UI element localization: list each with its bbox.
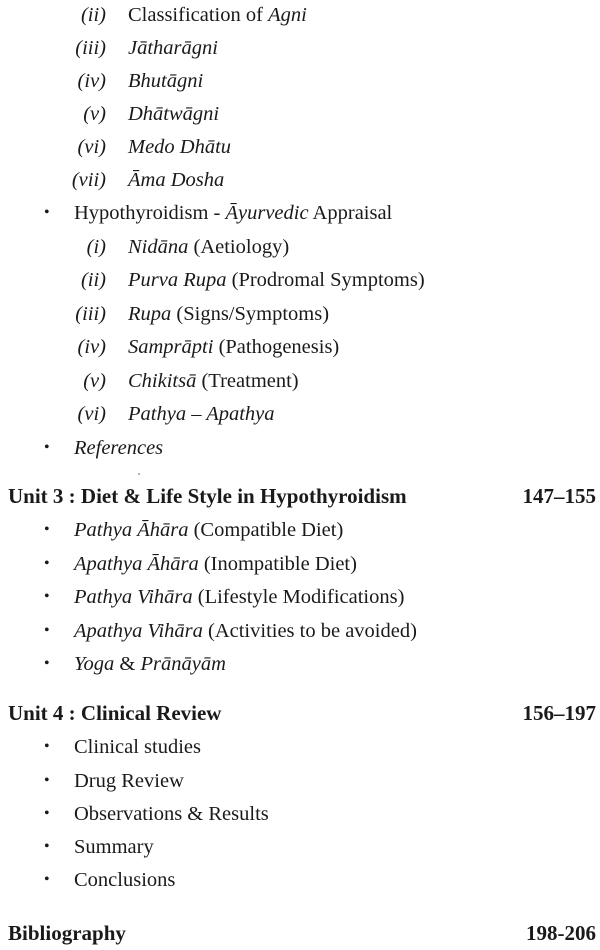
- text-run-italic: Samprāpti: [128, 336, 214, 358]
- subitem-numeral: (iii): [75, 303, 106, 325]
- text-run-italic: Prānāyām: [140, 653, 226, 675]
- bullet-text: [74, 732, 201, 762]
- bullet-icon: •: [44, 838, 50, 855]
- subitem-text: [128, 132, 231, 162]
- unit-3-heading: [8, 480, 596, 512]
- text-run: (Activities to be avoided): [202, 620, 417, 642]
- text-run-italic: Yoga: [74, 653, 115, 675]
- bullet-icon: •: [44, 439, 50, 456]
- bullet-text: [74, 549, 357, 579]
- text-run-italic: Dhātwāgni: [128, 103, 220, 125]
- text-run-italic: Pathya Āhāra: [74, 519, 189, 541]
- bullet-text: [74, 799, 269, 829]
- bullet-text: [74, 582, 404, 612]
- unit-4-heading: [8, 697, 596, 729]
- text-run: (Prodromal Symptoms): [226, 269, 425, 291]
- text-run: Summary: [74, 836, 154, 858]
- bullet-text: [74, 832, 154, 862]
- subitem-text: [128, 66, 203, 96]
- subitem-numeral: (v): [83, 103, 106, 125]
- subitem-text: [128, 165, 224, 195]
- subitem-numeral: (iv): [77, 70, 106, 92]
- subitem-numeral: (iv): [77, 336, 106, 358]
- subitem-text: [128, 299, 329, 329]
- bibliography-title: Bibliography: [8, 921, 126, 945]
- text-run-italic: References: [74, 437, 164, 459]
- text-run-italic: Apathya Āhāra: [74, 553, 199, 575]
- text-run: (Pathogenesis): [213, 336, 340, 358]
- text-run-italic: Purva Rupa: [128, 269, 227, 291]
- bullet-icon: •: [44, 555, 50, 572]
- bullet-text: [74, 198, 392, 228]
- bullet-icon: •: [44, 655, 50, 672]
- text-run-italic: Pathya Vihāra: [74, 586, 193, 608]
- bullet-text: [74, 433, 163, 463]
- unit-title: Unit 4 : Clinical Review: [8, 701, 222, 725]
- print-speck: [138, 473, 140, 475]
- subitem-text: [128, 366, 299, 396]
- bullet-icon: •: [44, 772, 50, 789]
- text-run-italic: Bhutāgni: [128, 70, 204, 92]
- text-run-italic: Āma Dosha: [128, 169, 225, 191]
- subitem-text: [128, 265, 425, 295]
- text-run-italic: Nidāna: [128, 236, 189, 258]
- text-run: (Lifestyle Modifications): [192, 586, 405, 608]
- bullet-text: [74, 865, 175, 895]
- text-run-italic: Agni: [268, 4, 307, 26]
- bibliography-page-range: 198-206: [526, 921, 596, 945]
- bullet-icon: •: [44, 738, 50, 755]
- bullet-icon: •: [44, 622, 50, 639]
- subitem-text: [128, 99, 219, 129]
- text-run: (Treatment): [196, 370, 299, 392]
- subitem-text: [128, 332, 339, 362]
- subitem-numeral: (ii): [80, 4, 106, 26]
- text-run: Hypothyroidism -: [74, 202, 226, 224]
- bullet-icon: •: [44, 521, 50, 538]
- bullet-text: [74, 649, 226, 679]
- text-run: Appraisal: [308, 202, 393, 224]
- subitem-numeral: (ii): [80, 269, 106, 291]
- subitem-numeral: (iii): [75, 37, 106, 59]
- subitem-numeral: (i): [86, 236, 106, 258]
- bullet-text: [74, 766, 184, 796]
- subitem-text: [128, 0, 307, 30]
- bullet-icon: •: [44, 204, 50, 221]
- bibliography-heading: [8, 917, 596, 949]
- subitem-numeral: (vii): [71, 169, 106, 191]
- bullet-icon: •: [44, 871, 50, 888]
- subitem-text: [128, 33, 218, 63]
- subitem-numeral: (vi): [77, 136, 106, 158]
- text-run: Clinical studies: [74, 736, 201, 758]
- bullet-text: [74, 616, 417, 646]
- text-run-italic: Chikitsā: [128, 370, 197, 392]
- text-run: &: [114, 653, 141, 675]
- unit-page-range: 147–155: [522, 484, 596, 508]
- text-run-italic: Medo Dhātu: [128, 136, 232, 158]
- bullet-icon: •: [44, 588, 50, 605]
- text-run-italic: Āyurvedic: [225, 202, 309, 224]
- unit-page-range: 156–197: [522, 701, 596, 725]
- subitem-text: [128, 399, 275, 429]
- subitem-numeral: (v): [83, 370, 106, 392]
- text-run-italic: Apathya Vihāra: [74, 620, 203, 642]
- text-run-italic: Pathya – Apathya: [128, 403, 275, 425]
- bullet-text: [74, 515, 343, 545]
- bullet-icon: •: [44, 805, 50, 822]
- text-run: (Compatible Diet): [188, 519, 344, 541]
- unit-title: Unit 3 : Diet & Life Style in Hypothyroidism: [8, 484, 407, 508]
- text-run: Classification of: [128, 4, 269, 26]
- subitem-text: [128, 232, 289, 262]
- text-run: Observations & Results: [74, 803, 269, 825]
- text-run: (Aetiology): [188, 236, 290, 258]
- subitem-numeral: (vi): [77, 403, 106, 425]
- text-run: (Signs/Symptoms): [171, 303, 330, 325]
- text-run: (Inompatible Diet): [198, 553, 357, 575]
- text-run-italic: Jātharāgni: [128, 37, 218, 59]
- text-run-italic: Rupa: [128, 303, 172, 325]
- text-run: Conclusions: [74, 869, 176, 891]
- text-run: Drug Review: [74, 770, 184, 792]
